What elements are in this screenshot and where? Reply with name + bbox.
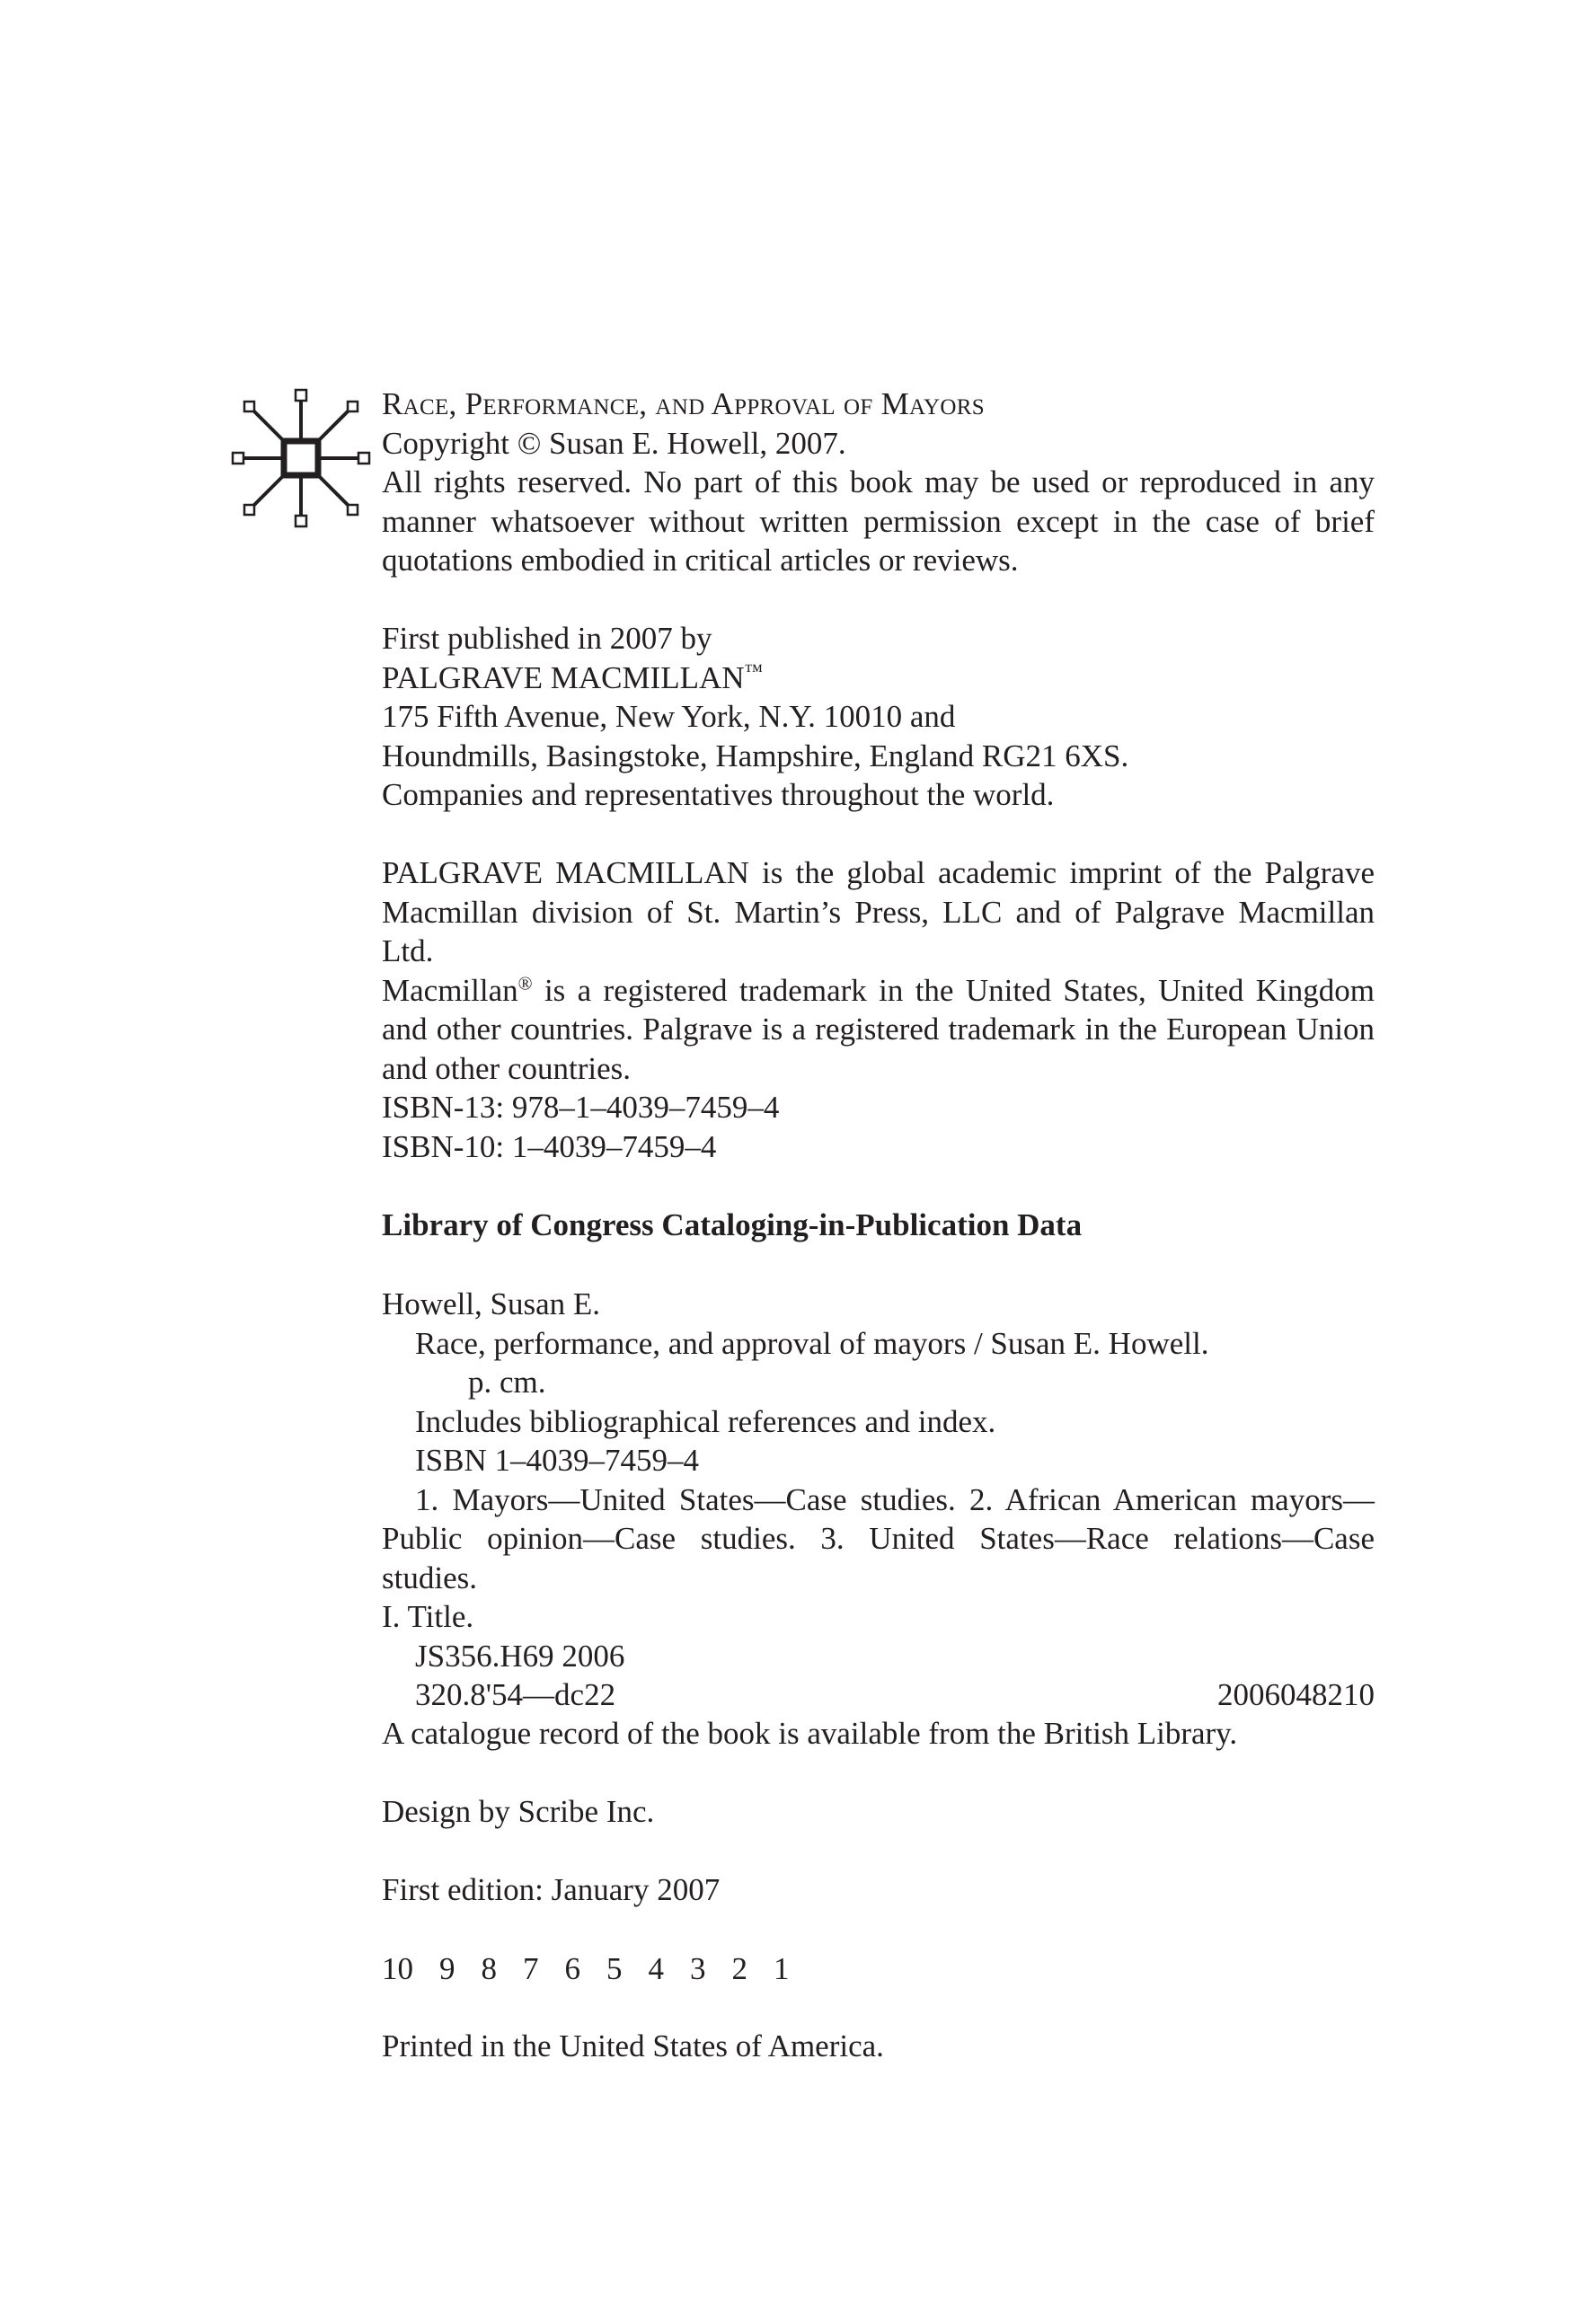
publisher-address: Houndmills, Basingstoke, Hampshire, England RG21 6XS. [382, 738, 1129, 773]
trademark-rest: is a registered trademark in the United States, United Kingdom [532, 972, 1375, 1008]
cip-physical: p. cm. [468, 1365, 546, 1400]
print-number: 1 [774, 1951, 790, 1986]
copyright-line: Copyright © Susan E. Howell, 2007. [382, 425, 846, 461]
publisher-name [382, 658, 1375, 698]
isbn-13: ISBN-13: 978–1–4039–7459–4 [382, 1090, 780, 1125]
publisher-address: 175 Fifth Avenue, New York, N.Y. 10010 and [382, 699, 956, 734]
isbn-10: ISBN-10: 1–4039–7459–4 [382, 1128, 717, 1164]
design-block [382, 1792, 1375, 1832]
trademark-line [382, 971, 1375, 1011]
cip-heading-block [382, 1206, 1375, 1245]
trademark-symbol: ™ [744, 658, 764, 681]
print-line [382, 1949, 1375, 1989]
registered-symbol: ® [517, 971, 533, 994]
print-number: 5 [606, 1951, 623, 1986]
edition-block [382, 1870, 1375, 1910]
british-library-block [382, 1714, 1375, 1754]
cip-subjects: Public opinion—Case studies. 3. United States—Race relations—Case studies. [382, 1521, 1375, 1595]
trademark-line: and other countries. [382, 1050, 631, 1086]
cip-lc-call: JS356.H69 2006 [415, 1638, 625, 1674]
trademark-line: and other countries. Palgrave is a registered trademark in the European Union [382, 1012, 1375, 1047]
design-credit: Design by Scribe Inc. [382, 1794, 655, 1829]
publisher-block [382, 619, 1375, 815]
publisher-name-text: PALGRAVE MACMILLAN [382, 659, 745, 695]
print-number: 9 [439, 1951, 455, 1986]
book-title: Race, Performance, and Approval of Mayors [382, 386, 985, 421]
imprint-block [382, 853, 1375, 1088]
copyright-block [382, 384, 1375, 580]
cip-subjects: 1. Mayors—United States—Case studies. 2. African American mayors— [415, 1481, 1375, 1517]
cip-isbn: ISBN 1–4039–7459–4 [415, 1443, 699, 1478]
rights-line: manner whatsoever without written permission except in the case of brief [382, 503, 1375, 539]
rights-line: All rights reserved. No part of this book may be used or reproduced in any [382, 464, 1375, 499]
trademark-word: Macmillan [382, 972, 518, 1008]
british-library-note: A catalogue record of the book is available from the British Library. [382, 1716, 1238, 1751]
cip-heading: Library of Congress Cataloging-in-Publication Data [382, 1207, 1083, 1242]
cip-author: Howell, Susan E. [382, 1286, 601, 1321]
edition-line: First edition: January 2007 [382, 1872, 721, 1907]
cip-lccn: 2006048210 [1217, 1677, 1375, 1712]
cip-title-statement: Race, performance, and approval of mayors / Susan E. Howell. [415, 1325, 1209, 1361]
cip-subjects: I. Title. [382, 1599, 474, 1634]
cip-record [382, 1285, 1375, 1715]
imprint-line: Macmillan division of St. Martin’s Press, LLC and of Palgrave Macmillan Ltd. [382, 894, 1375, 968]
publisher-address: Companies and representatives throughout the world. [382, 777, 1055, 812]
printed-in-block [382, 2027, 1375, 2066]
cip-classification-row [382, 1675, 1375, 1715]
print-number: 10 [382, 1951, 413, 1986]
printed-in: Printed in the United States of America. [382, 2028, 884, 2063]
rights-line: quotations embodied in critical articles or reviews. [382, 543, 1019, 578]
print-number: 2 [731, 1951, 747, 1986]
cip-notes: Includes bibliographical references and index. [415, 1403, 996, 1439]
imprint-line: PALGRAVE MACMILLAN is the global academic imprint of the Palgrave [382, 855, 1375, 890]
print-number: 7 [523, 1951, 539, 1986]
cip-dewey: 320.8'54—dc22 [415, 1677, 616, 1712]
publisher-logo-icon [229, 386, 373, 530]
print-number: 6 [564, 1951, 580, 1986]
print-number: 4 [648, 1951, 664, 1986]
isbn-block [382, 1088, 1375, 1166]
print-number: 8 [481, 1951, 497, 1986]
print-number: 3 [690, 1951, 706, 1986]
first-published: First published in 2007 by [382, 621, 712, 656]
